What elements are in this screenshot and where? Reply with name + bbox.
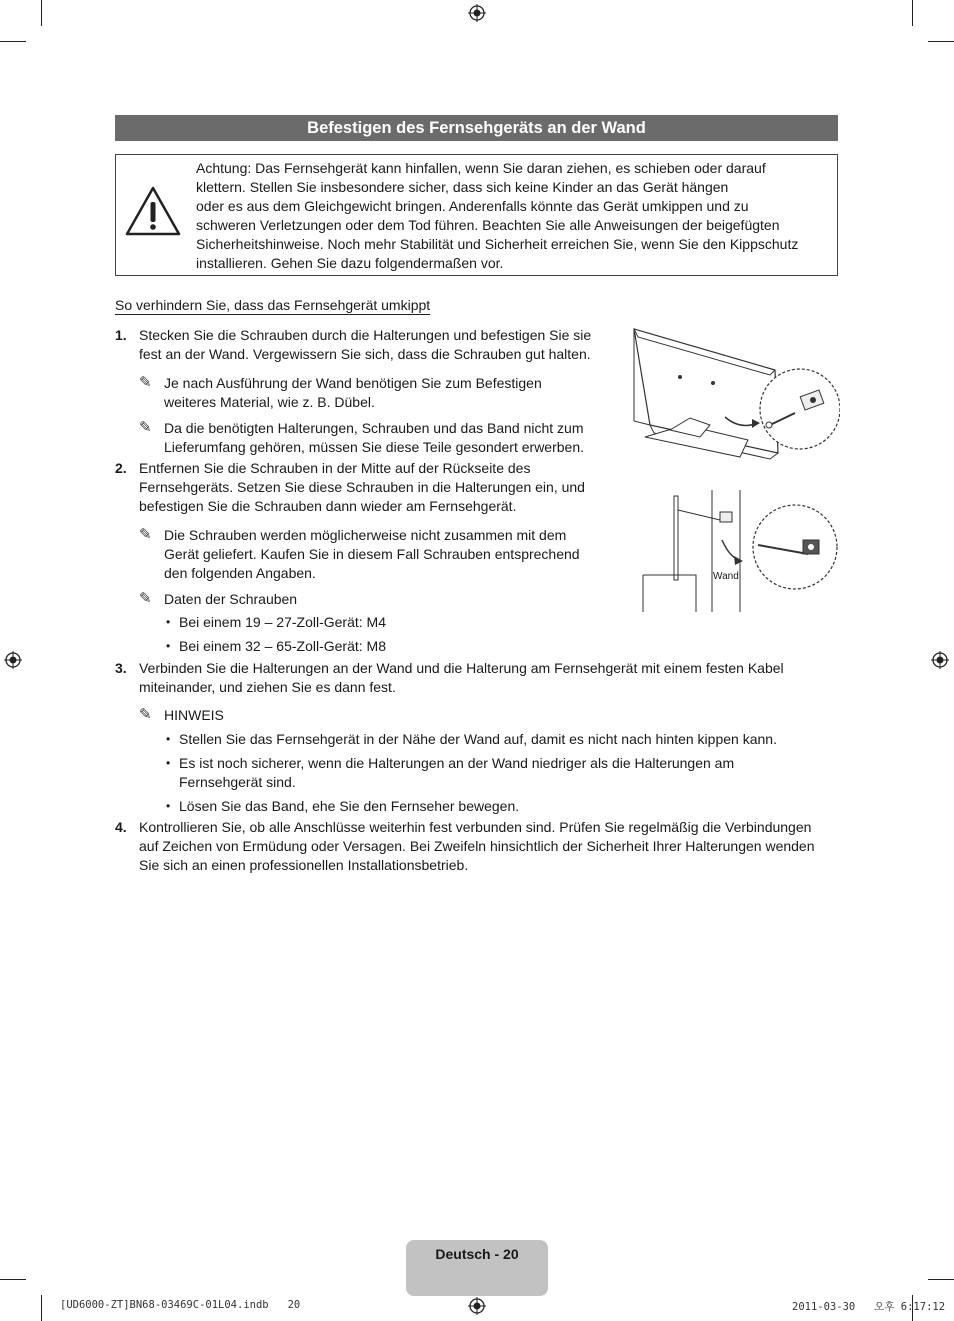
- wall-label: Wand: [713, 571, 739, 582]
- note-text: Da die benötigten Halterungen, Schrauben und das Band nicht zum Lieferumfang gehören, müssen Sie diese Teile gesondert erwerben.: [164, 420, 584, 455]
- subheading: So verhindern Sie, dass das Fernsehgerät umkippt: [115, 297, 431, 313]
- step-text: Entfernen Sie die Schrauben in der Mitte auf der Rückseite des Fernsehgeräts. Setzen Sie diese Schrauben in die Halterungen ein, und befestigen Sie die Schrauben dann wieder am Fernsehgerät.: [139, 460, 585, 514]
- warning-box: [115, 154, 838, 276]
- section-title: Befestigen des Fernsehgeräts an der Wand: [115, 115, 838, 141]
- note-label: HINWEIS: [164, 707, 224, 723]
- crop-mark: [928, 41, 954, 42]
- step-number: 3.: [115, 660, 127, 676]
- bullet: •: [166, 799, 171, 813]
- step-text: Kontrollieren Sie, ob alle Anschlüsse weiterhin fest verbunden sind. Prüfen Sie regelmäßig die Verbindungen auf Zeichen von Ermüdung oder Versagen. Bei Zweifeln hinsichtlich der Sicherheit Ihrer Halterungen wenden Sie sich an einen professionellen Installationsbetrieb.: [139, 819, 815, 873]
- tv-bracket-illustration: [630, 325, 840, 470]
- bullet: •: [166, 756, 171, 770]
- note-text: Daten der Schrauben: [164, 591, 298, 607]
- bullet: •: [166, 732, 171, 746]
- warning-text: Achtung: Das Fernsehgerät kann hinfallen, wenn Sie daran ziehen, es schieben oder darauf klettern. Stellen Sie insbesondere sicher, dass sich keine Kinder an das Gerät hängen oder es aus dem Gleichgewicht bringen. Anderenfalls könnte das Gerät umkippen und zu schweren Verletzungen oder dem Tod führen. Beachten Sie alle Anweisungen der beigefügten Sicherheitshinweise. Noch mehr Stabilität und Sicherheit erreichen Sie, wenn Sie den Kippschutz installieren. Gehen Sie dazu folgendermaßen vor.: [196, 160, 799, 271]
- step-text: Verbinden Sie die Halterungen an der Wand und die Halterung am Fernsehgerät mit einem festen Kabel miteinander, und ziehen Sie es dann fest.: [139, 660, 784, 695]
- warning-triangle-icon: [124, 185, 182, 237]
- note-icon: ✎: [139, 526, 152, 543]
- bullet-text: Lösen Sie das Band, ehe Sie den Fernseher bewegen.: [179, 798, 520, 814]
- registration-mark-icon: [4, 651, 22, 669]
- crop-mark: [41, 0, 42, 26]
- crop-mark: [928, 1279, 954, 1280]
- bullet-text: Bei einem 32 – 65-Zoll-Gerät: M8: [179, 638, 386, 654]
- step-number: 4.: [115, 819, 127, 835]
- registration-mark-icon: [468, 4, 486, 22]
- note-text: Die Schrauben werden möglicherweise nicht zusammen mit dem Gerät geliefert. Kaufen Sie in diesem Fall Schrauben entsprechend den folgenden Angaben.: [164, 527, 580, 581]
- bullet-text: Stellen Sie das Fernsehgerät in der Nähe der Wand auf, damit es nicht nach hinten kippen kann.: [179, 731, 777, 747]
- crop-mark: [41, 1295, 42, 1321]
- bullet-text: Bei einem 19 – 27-Zoll-Gerät: M4: [179, 614, 386, 630]
- crop-mark: [0, 1279, 26, 1280]
- note-icon: ✎: [139, 590, 152, 607]
- step-number: 1.: [115, 327, 127, 343]
- note-icon: ✎: [139, 374, 152, 391]
- registration-mark-icon: [931, 651, 949, 669]
- registration-mark-icon: [468, 1297, 486, 1315]
- bullet-text: Es ist noch sicherer, wenn die Halterungen an der Wand niedriger als die Halterungen am Fernsehgerät sind.: [179, 755, 735, 790]
- step-text: Stecken Sie die Schrauben durch die Halterungen und befestigen Sie sie fest an der Wand. Vergewissern Sie sich, dass die Schrauben gut halten.: [139, 327, 592, 362]
- note-text: Je nach Ausführung der Wand benötigen Sie zum Befestigen weiteres Material, wie z. B. Dübel.: [164, 375, 542, 410]
- page-label: Deutsch - 20: [435, 1246, 519, 1262]
- step-number: 2.: [115, 460, 127, 476]
- warning-label: Achtung: [196, 160, 248, 176]
- note-icon: ✎: [139, 419, 152, 436]
- crop-mark: [0, 41, 26, 42]
- bullet: •: [166, 639, 171, 653]
- wall-side-illustration: [640, 490, 840, 615]
- crop-mark: [912, 0, 913, 26]
- date-imprint: 2011-03-30 오후 6:17:12: [792, 1301, 946, 1313]
- bullet: •: [166, 615, 171, 629]
- note-icon: ✎: [139, 706, 152, 723]
- file-imprint: [UD6000-ZT]BN68-03469C-01L04.indb 20: [60, 1299, 301, 1311]
